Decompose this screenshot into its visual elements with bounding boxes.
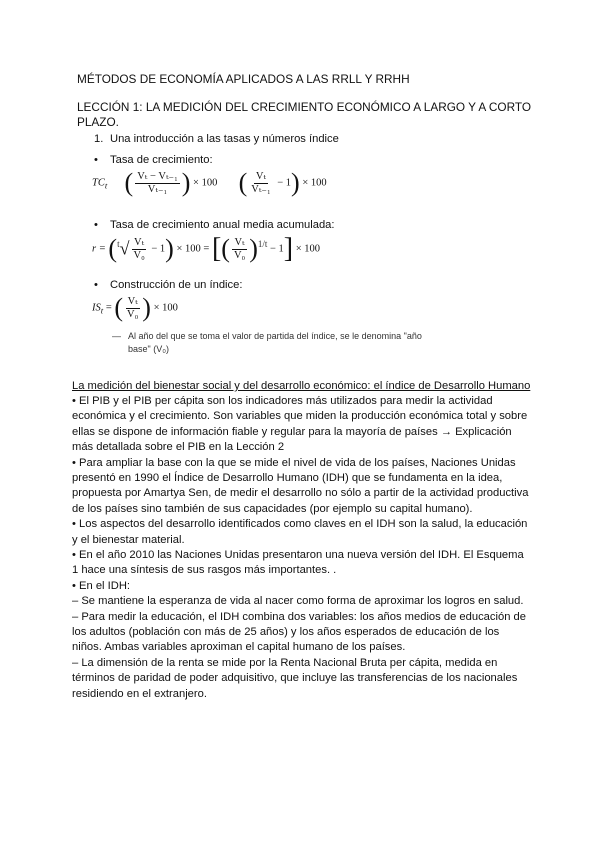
- formula-times-100-b: × 100: [302, 177, 327, 189]
- formula-tc2-num: Vₜ: [255, 170, 267, 182]
- formula-tc-num: Vₜ − Vₜ₋₁: [137, 170, 178, 182]
- paragraph-line: términos de paridad de poder adquisitivo, que incluye las transferencias de los nacionales: [72, 672, 518, 685]
- bullet-growth-rate: Tasa de crecimiento:: [110, 154, 213, 166]
- paragraph-line: • En el año 2010 las Naciones Unidas presentaron una nueva versión del IDH. El Esquema: [72, 549, 524, 561]
- bullet-cumulative-rate: Tasa de crecimiento anual media acumulada:: [110, 219, 335, 231]
- formula-r-times-100: × 100: [176, 243, 201, 255]
- formula-tc-lhs: TC: [92, 177, 105, 189]
- formula-r-minus-one: − 1: [151, 243, 166, 255]
- bullet-icon: •: [94, 219, 98, 231]
- formula-root-index: t: [117, 238, 120, 249]
- paragraph-line: niños. Ambas variables aproximan el capital humano de los países.: [72, 641, 406, 654]
- paragraph-line: • En el IDH:: [72, 579, 131, 592]
- paragraph-line: propuesta por Amartya Sen, de medir el desarrollo no sólo a partir de la actividad productiva: [72, 487, 529, 500]
- list-number: 1.: [94, 133, 104, 145]
- paragraph-line: • El PIB y el PIB per cápita son los indicadores más utilizados para medir la actividad: [72, 395, 493, 407]
- base-year-note-line-1: Al año del que se toma el valor de partida del índice, se le denomina "año: [128, 331, 422, 341]
- formula-is-num: Vₜ: [127, 295, 138, 307]
- formula-r2-times-100: × 100: [295, 243, 321, 255]
- paragraph-line: 1 hace una síntesis de sus rasgos más importantes. .: [72, 564, 337, 577]
- growth-rate-formula: $TC_t$ ( $\frac{\text{Vₜ − Vₜ₋₁}}{\text{Vₜ₋₁}}$ ) × 100 ( $\frac{\text{Vₜ}}{\text{Vₜ₋₁}}$ − 1) × 100: [92, 168, 327, 197]
- formula-times-100: × 100: [193, 177, 218, 189]
- paragraph-line: económica y el crecimiento. Son variables que miden la producción económica total y sobre: [72, 410, 528, 423]
- paragraph-line: y el bienestar material.: [72, 533, 185, 546]
- document-title: MÉTODOS DE ECONOMÍA APLICADOS A LAS RRLL Y RRHH: [77, 72, 410, 86]
- dash-icon: —: [112, 331, 121, 341]
- lesson-heading-line-1: LECCIÓN 1: LA MEDICIÓN DEL CRECIMIENTO ECONÓMICO A LARGO Y A CORTO: [77, 100, 532, 114]
- base-year-note-line-2: base" (V₀): [128, 344, 169, 354]
- paragraph-line: • Para ampliar la base con la que se mide el nivel de vida de los países, Naciones Unidas: [72, 456, 516, 469]
- formula-r-num: Vₜ: [134, 236, 145, 248]
- formula-is-times-100: × 100: [153, 302, 178, 314]
- paragraph-line: – Para medir la educación, el IDH combina dos variables: los años medios de educación de: [72, 610, 526, 623]
- paragraph-line: presentó en 1990 el Índice de Desarrollo Humano (IDH) que se fundamenta en la idea,: [72, 472, 503, 484]
- paragraph-line: ellas se dispone de información fiable y regular para la mayoría de países → Explicación: [72, 425, 512, 438]
- formula-r2-minus-one: − 1: [270, 243, 284, 255]
- formula-r2-den: V₀: [233, 249, 246, 261]
- paragraph-line: • Los aspectos del desarrollo identificados como claves en el IDH son la salud, la educación: [72, 518, 528, 531]
- cumulative-rate-formula: r = ($^t$√ $\frac{\text{Vₜ}}{\text{V₀}}$ − 1) × 100 = [( $\frac{\text{Vₜ}}{\text{V₀}}$ )$^{1/t}$ − 1] × 100: [92, 233, 321, 264]
- formula-is-sub: t: [100, 305, 104, 316]
- section-heading: La medición del bienestar social y del desarrollo económico: el índice de Desarrollo Humano: [72, 380, 531, 392]
- index-formula: $IS_t$ = ( $\frac{\text{Vₜ}}{\text{V₀}}$ ) × 100: [92, 293, 178, 322]
- lesson-heading-line-2: PLAZO.: [77, 115, 119, 129]
- formula-minus-one: − 1: [277, 177, 292, 189]
- formula-r-lhs: r =: [92, 243, 106, 255]
- formula-tc-sub: t: [104, 180, 108, 191]
- formula-is-eq: =: [105, 302, 112, 314]
- paragraph-line: de los países sino también de sus capacidades (por ejemplo su capital humano).: [72, 502, 473, 515]
- formula-tc-den: Vₜ₋₁: [147, 183, 168, 195]
- list-item-intro: Una introducción a las tasas y números índice: [110, 133, 339, 145]
- bullet-icon: •: [94, 279, 98, 291]
- formula-tc2-den: Vₜ₋₁: [251, 183, 271, 195]
- paragraph-line: residiendo en el extranjero.: [72, 687, 207, 700]
- formula-r2-num: Vₜ: [234, 236, 245, 248]
- paragraph-line: los adultos (población con más de 25 años) y los años esperados de educación de los: [72, 626, 500, 638]
- paragraph-line: más detallada sobre el PIB en la Lección 2: [72, 441, 285, 454]
- formula-exponent: 1/t: [257, 238, 268, 249]
- bullet-icon: •: [94, 154, 98, 166]
- formula-is-lhs: IS: [92, 302, 101, 314]
- formula-r-den: V₀: [133, 249, 145, 261]
- bullet-index-construction: Construcción de un índice:: [110, 279, 243, 291]
- paragraph-line: – La dimensión de la renta se mide por la Renta Nacional Bruta per cápita, medida en: [72, 656, 498, 669]
- paragraph-line: – Se mantiene la esperanza de vida al nacer como forma de aproximar los logros en salud.: [72, 595, 524, 608]
- formula-is-den: V₀: [127, 308, 139, 320]
- formula-eq-sign: =: [203, 243, 210, 255]
